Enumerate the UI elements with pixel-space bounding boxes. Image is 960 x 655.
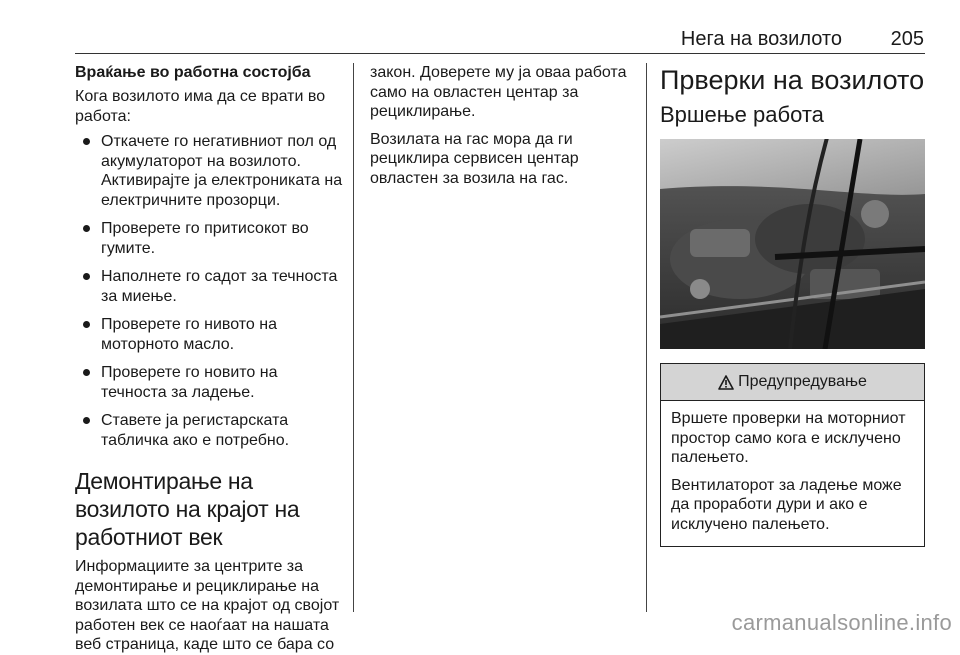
warning-header [661, 364, 924, 401]
restore-heading: Враќање во работна состојба [75, 64, 311, 81]
recycling-paragraph: закон. Доверете му ја оваа работа само на овластен центар за рециклирање. [370, 64, 627, 120]
bullet-icon [83, 273, 90, 280]
restore-checklist [75, 132, 345, 450]
warning-triangle-icon [718, 375, 734, 390]
vehicle-checks-title: Прверки на возилото [660, 65, 925, 95]
engine-bay-illustration [660, 139, 925, 349]
warning-title: Предупредување [738, 373, 867, 390]
warning-text-2: Вентилаторот за ладење може да проработи дури и ако е исклучено палењето. [671, 476, 902, 533]
bullet-icon [83, 321, 90, 328]
warning-text-1: Вршете проверки на моторниот простор само кога е исклучено палењето. [671, 410, 906, 466]
end-of-life-heading: Демонтирање на возилото на крајот на работниот век [75, 468, 300, 550]
engine-bay-photo [660, 139, 925, 349]
bullet-icon [83, 138, 90, 145]
list-item: Проверете го новито на течноста за ладење. [75, 363, 345, 402]
gas-vehicles-paragraph: Возилата на гас мора да ги рециклира сервисен центар овластен за возила на гас. [370, 130, 579, 187]
list-item: Откачете го негативниот пол од акумулаторот на возилото. Активирајте ја електрониката на електричните прозорци. [75, 132, 345, 210]
list-item: Проверете го нивото на моторното масло. [75, 315, 345, 354]
watermark: carmanualsonline.info [731, 610, 952, 635]
right-column [660, 63, 925, 547]
column-divider-right [646, 63, 647, 612]
end-of-life-text: Информациите за центрите за демонтирање и рециклирање на возилата што се на крајот од својот работен век се наоѓаат на нашата веб страница, каде што се бара со [75, 558, 340, 653]
bullet-icon [83, 417, 90, 424]
performing-work-title: Вршење работа [660, 102, 824, 127]
warning-body [661, 401, 924, 546]
column-divider-left [353, 63, 354, 612]
header-rule [75, 53, 925, 54]
warning-box [660, 363, 925, 547]
page-header-title: Нега на возилото [680, 28, 842, 50]
middle-column [370, 63, 635, 188]
restore-intro: Кога возилото има да се врати во работа: [75, 88, 326, 125]
left-column [75, 63, 345, 655]
list-item: Ставете ја регистарската табличка ако е потребно. [75, 411, 345, 450]
page-number: 205 [890, 28, 924, 50]
bullet-icon [83, 225, 90, 232]
list-item: Наполнете го садот за течноста за миење. [75, 267, 345, 306]
bullet-icon [83, 369, 90, 376]
list-item: Проверете го притисокот во гумите. [75, 219, 345, 258]
